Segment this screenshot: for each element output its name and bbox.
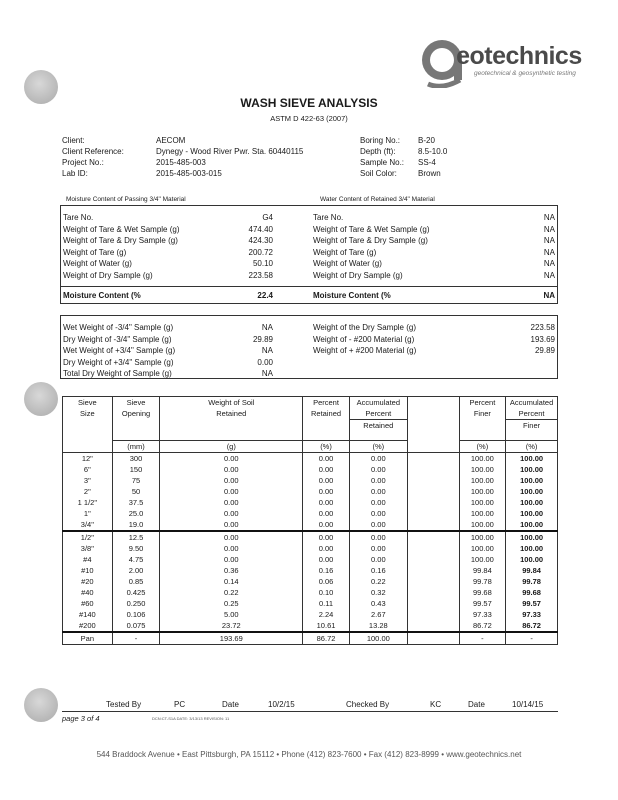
cell-blank (407, 554, 459, 565)
cell-finer: 100.00 (459, 508, 506, 519)
boring-info (360, 135, 447, 179)
cell-acc-finer: 100.00 (506, 464, 558, 475)
sieve-table (62, 396, 558, 645)
cell-blank (407, 576, 459, 587)
cell-acc-ret: 0.32 (349, 587, 407, 598)
header-sieve-opening: Sieve Opening (112, 397, 160, 441)
cell-weight: 0.00 (160, 554, 303, 565)
cell-blank (407, 508, 459, 519)
sieve-row (63, 508, 558, 519)
cell-finer: 100.00 (459, 464, 506, 475)
weight-row: Weight of - #200 Material (g) 193.69 (313, 334, 555, 344)
cell-pct-ret: 0.00 (303, 486, 350, 497)
water-weight-row: Weight of Water (g) 50.10 (63, 259, 273, 268)
cell-size: 1 1/2" (63, 497, 113, 508)
page-subtitle: ASTM D 422-63 (2007) (270, 114, 348, 123)
tested-date-label: Date (222, 700, 239, 709)
water-weight-row: Weight of Water (g) NA (313, 259, 555, 268)
header-accumulated-finer: Accumulated Percent Finer (506, 397, 558, 441)
cell-opening: 0.250 (112, 598, 160, 609)
cell-finer: 86.72 (459, 620, 506, 632)
cell-size: #4 (63, 554, 113, 565)
sieve-row (63, 609, 558, 620)
cell-opening: 0.85 (112, 576, 160, 587)
sieve-row (63, 598, 558, 609)
cell-acc-finer: 97.33 (506, 609, 558, 620)
cell-blank (407, 497, 459, 508)
cell-acc-finer: 100.00 (506, 453, 558, 465)
unit-cell: (%) (459, 441, 506, 453)
moisture-content-result-right: Moisture Content (% NA (313, 291, 555, 300)
tested-date-value: 10/2/15 (268, 700, 295, 709)
client-info (62, 135, 303, 179)
sieve-row (63, 453, 558, 465)
unit-cell: (%) (506, 441, 558, 453)
boring-no-row: Boring No.: B-20 (360, 136, 435, 145)
cell-acc-finer: 100.00 (506, 531, 558, 543)
cell-size: #20 (63, 576, 113, 587)
tested-by-label: Tested By (106, 700, 142, 709)
pan-row (63, 632, 558, 645)
cell-blank (407, 632, 459, 645)
cell-opening: 9.50 (112, 543, 160, 554)
cell-blank (407, 620, 459, 632)
cell-finer: 100.00 (459, 497, 506, 508)
cell-weight: 23.72 (160, 620, 303, 632)
cell-acc-ret: 0.00 (349, 508, 407, 519)
cell-size: 6" (63, 464, 113, 475)
cell-blank (407, 453, 459, 465)
cell-weight: 0.00 (160, 475, 303, 486)
client-row: Client: AECOM (62, 136, 186, 145)
cell-size: #200 (63, 620, 113, 632)
water-retained-header: Water Content of Retained 3/4" Material (320, 196, 435, 203)
sieve-row (63, 576, 558, 587)
cell-acc-ret: 0.00 (349, 453, 407, 465)
cell-weight: 0.00 (160, 508, 303, 519)
tare-no-row: Tare No. G4 (63, 213, 273, 222)
cell-blank (407, 598, 459, 609)
client-reference-row: Client Reference: Dynegy - Wood River Pwr. Sta. 60440115 (62, 147, 304, 156)
sample-weights-box (60, 315, 558, 379)
cell-acc-ret: 0.00 (349, 497, 407, 508)
cell-acc-ret: 0.00 (349, 475, 407, 486)
weight-row: Total Dry Weight of Sample (g) NA (63, 369, 273, 378)
cell-acc-finer: - (506, 632, 558, 645)
cell-acc-finer: 99.68 (506, 587, 558, 598)
cell-blank (407, 609, 459, 620)
cell-pct-ret: 0.00 (303, 508, 350, 519)
cell-weight: 0.00 (160, 453, 303, 465)
checked-date-label: Date (468, 700, 485, 709)
cell-finer: 100.00 (459, 543, 506, 554)
cell-pct-ret: 0.00 (303, 464, 350, 475)
lab-id-row: Lab ID: 2015-485-003-015 (62, 169, 222, 178)
cell-pct-ret: 0.00 (303, 554, 350, 565)
cell-finer: 100.00 (459, 519, 506, 531)
cell-acc-ret: 0.00 (349, 543, 407, 554)
weight-row: Dry Weight of +3/4" Sample (g) 0.00 (63, 357, 273, 367)
wet-sample-row: Weight of Tare & Wet Sample (g) 474.40 (63, 224, 273, 234)
cell-weight: 0.25 (160, 598, 303, 609)
cell-weight: 0.00 (160, 531, 303, 543)
wet-sample-row: Weight of Tare & Wet Sample (g) NA (313, 224, 555, 234)
weight-row: Weight of the Dry Sample (g) 223.58 (313, 323, 555, 332)
weight-row: Wet Weight of +3/4" Sample (g) NA (63, 346, 273, 355)
tested-by-value: PC (174, 700, 186, 709)
cell-weight: 0.36 (160, 565, 303, 576)
cell-finer: 100.00 (459, 475, 506, 486)
cell-size: 12" (63, 453, 113, 465)
moisture-right-panel (313, 212, 555, 281)
tare-weight-row: Weight of Tare (g) 200.72 (63, 247, 273, 257)
tare-weight-row: Weight of Tare (g) NA (313, 247, 555, 257)
cell-opening: 300 (112, 453, 160, 465)
checked-by-value: KC (430, 700, 442, 709)
cell-acc-finer: 99.84 (506, 565, 558, 576)
moisture-content-box (60, 205, 558, 304)
header-sieve-size: Sieve Size (63, 397, 113, 441)
cell-acc-finer: 86.72 (506, 620, 558, 632)
moisture-result-divider (61, 286, 557, 287)
logo-wordmark: eotechnics (456, 42, 582, 70)
unit-cell: (%) (303, 441, 350, 453)
cell-blank (407, 464, 459, 475)
cell-acc-finer: 100.00 (506, 486, 558, 497)
cell-size: 2" (63, 486, 113, 497)
cell-size: #140 (63, 609, 113, 620)
cell-pct-ret: 0.16 (303, 565, 350, 576)
cell-acc-ret: 100.00 (349, 632, 407, 645)
tare-no-row: Tare No. NA (313, 213, 555, 222)
cell-opening: 0.425 (112, 587, 160, 598)
header-percent-finer: Percent Finer (459, 397, 506, 441)
cell-opening: - (112, 632, 160, 645)
project-no-row: Project No.: 2015-485-003 (62, 158, 206, 167)
cell-weight: 0.00 (160, 464, 303, 475)
unit-cell (63, 441, 113, 453)
cell-acc-ret: 0.00 (349, 531, 407, 543)
sieve-row (63, 486, 558, 497)
weight-row: Weight of + #200 Material (g) 29.89 (313, 346, 555, 355)
cell-opening: 0.075 (112, 620, 160, 632)
cell-pct-ret: 0.11 (303, 598, 350, 609)
cell-acc-ret: 13.28 (349, 620, 407, 632)
cell-acc-finer: 100.00 (506, 475, 558, 486)
cell-acc-finer: 100.00 (506, 543, 558, 554)
cell-blank (407, 543, 459, 554)
weight-row: Wet Weight of -3/4" Sample (g) NA (63, 323, 273, 332)
cell-acc-ret: 0.00 (349, 519, 407, 531)
cell-pct-ret: 0.00 (303, 497, 350, 508)
page-title: WASH SIEVE ANALYSIS (240, 96, 378, 110)
cell-weight: 0.00 (160, 486, 303, 497)
cell-blank (407, 565, 459, 576)
cell-acc-ret: 0.16 (349, 565, 407, 576)
footer-address: 544 Braddock Avenue • East Pittsburgh, PA 15112 • Phone (412) 823-7600 • Fax (412) 823-8999 • www.geotechnics.net (96, 750, 522, 759)
cell-acc-finer: 99.78 (506, 576, 558, 587)
sieve-row (63, 531, 558, 543)
cell-finer: 100.00 (459, 554, 506, 565)
sieve-table-body (63, 441, 558, 645)
cell-pct-ret: 0.00 (303, 475, 350, 486)
logo-tagline: geotechnical & geosynthetic testing (474, 70, 576, 77)
sieve-table-header (63, 397, 558, 441)
cell-size: #60 (63, 598, 113, 609)
cell-pct-ret: 0.10 (303, 587, 350, 598)
cell-size: 3/4" (63, 519, 113, 531)
cell-size: Pan (63, 632, 113, 645)
cell-pct-ret: 0.00 (303, 543, 350, 554)
cell-pct-ret: 0.00 (303, 531, 350, 543)
cell-weight: 193.69 (160, 632, 303, 645)
sieve-row (63, 554, 558, 565)
checked-by-label: Checked By (346, 700, 390, 709)
cell-finer: 100.00 (459, 453, 506, 465)
cell-size: 1" (63, 508, 113, 519)
header-blank (407, 397, 459, 441)
cell-finer: 99.84 (459, 565, 506, 576)
unit-cell: (g) (160, 441, 303, 453)
dry-sample-row: Weight of Tare & Dry Sample (g) 424.30 (63, 236, 273, 245)
header-percent-retained: Percent Retained (303, 397, 350, 441)
signoff-underline (62, 711, 558, 712)
cell-opening: 12.5 (112, 531, 160, 543)
unit-cell: (%) (349, 441, 407, 453)
depth-row: Depth (ft): 8.5-10.0 (360, 147, 448, 156)
cell-pct-ret: 0.00 (303, 519, 350, 531)
cell-weight: 0.14 (160, 576, 303, 587)
cell-size: 1/2" (63, 531, 113, 543)
cell-opening: 19.0 (112, 519, 160, 531)
unit-cell: (mm) (112, 441, 160, 453)
cell-weight: 0.22 (160, 587, 303, 598)
sieve-row (63, 497, 558, 508)
cell-acc-finer: 100.00 (506, 519, 558, 531)
sieve-row (63, 587, 558, 598)
form-revision-id: DCN:CT-S1A DATE: 3/13/13 REVISION: 11 (152, 716, 230, 721)
cell-weight: 0.00 (160, 519, 303, 531)
punch-hole-bottom (24, 688, 58, 722)
dry-sample-row: Weight of Tare & Dry Sample (g) NA (313, 236, 555, 245)
sieve-row (63, 475, 558, 486)
cell-opening: 2.00 (112, 565, 160, 576)
moisture-left-panel (63, 212, 273, 281)
cell-acc-ret: 0.00 (349, 486, 407, 497)
weight-row: Dry Weight of -3/4" Sample (g) 29.89 (63, 334, 273, 344)
moisture-passing-header: Moisture Content of Passing 3/4" Material (66, 196, 186, 203)
cell-acc-finer: 100.00 (506, 497, 558, 508)
cell-pct-ret: 2.24 (303, 609, 350, 620)
checked-date-value: 10/14/15 (512, 700, 544, 709)
sample-no-row: Sample No.: SS-4 (360, 158, 436, 167)
cell-pct-ret: 0.00 (303, 453, 350, 465)
unit-cell (407, 441, 459, 453)
cell-acc-ret: 0.43 (349, 598, 407, 609)
cell-finer: 100.00 (459, 531, 506, 543)
moisture-content-result-left: Moisture Content (% 22.4 (63, 291, 273, 300)
sieve-row (63, 620, 558, 632)
cell-finer: 99.78 (459, 576, 506, 587)
cell-finer: 100.00 (459, 486, 506, 497)
cell-opening: 25.0 (112, 508, 160, 519)
cell-weight: 0.00 (160, 497, 303, 508)
units-row (63, 441, 558, 453)
sieve-row (63, 464, 558, 475)
sieve-row (63, 543, 558, 554)
dry-weight-row: Weight of Dry Sample (g) 223.58 (63, 270, 273, 280)
cell-weight: 0.00 (160, 543, 303, 554)
weights-right-panel (313, 322, 555, 357)
cell-blank (407, 587, 459, 598)
cell-pct-ret: 86.72 (303, 632, 350, 645)
cell-opening: 150 (112, 464, 160, 475)
cell-finer: 97.33 (459, 609, 506, 620)
cell-blank (407, 531, 459, 543)
soil-color-row: Soil Color: Brown (360, 169, 441, 178)
cell-finer: - (459, 632, 506, 645)
cell-size: #40 (63, 587, 113, 598)
header-weight-retained: Weight of Soil Retained (160, 397, 303, 441)
weights-left-panel (63, 322, 273, 380)
sieve-row (63, 565, 558, 576)
cell-weight: 5.00 (160, 609, 303, 620)
cell-finer: 99.57 (459, 598, 506, 609)
cell-pct-ret: 0.06 (303, 576, 350, 587)
cell-blank (407, 475, 459, 486)
cell-finer: 99.68 (459, 587, 506, 598)
cell-acc-finer: 100.00 (506, 508, 558, 519)
page-number: page 3 of 4 (62, 714, 100, 723)
cell-acc-ret: 2.67 (349, 609, 407, 620)
cell-acc-finer: 100.00 (506, 554, 558, 565)
cell-opening: 4.75 (112, 554, 160, 565)
cell-size: 3/8" (63, 543, 113, 554)
geotechnics-logo (420, 36, 585, 96)
cell-opening: 75 (112, 475, 160, 486)
cell-size: 3" (63, 475, 113, 486)
cell-pct-ret: 10.61 (303, 620, 350, 632)
cell-size: #10 (63, 565, 113, 576)
cell-acc-finer: 99.57 (506, 598, 558, 609)
punch-hole-middle (24, 382, 58, 416)
dry-weight-row: Weight of Dry Sample (g) NA (313, 270, 555, 280)
cell-acc-ret: 0.00 (349, 464, 407, 475)
cell-opening: 0.106 (112, 609, 160, 620)
cell-acc-ret: 0.22 (349, 576, 407, 587)
cell-blank (407, 486, 459, 497)
cell-blank (407, 519, 459, 531)
sieve-row (63, 519, 558, 531)
cell-acc-ret: 0.00 (349, 554, 407, 565)
cell-opening: 37.5 (112, 497, 160, 508)
cell-opening: 50 (112, 486, 160, 497)
header-accumulated-retained: Accumulated Percent Retained (349, 397, 407, 441)
